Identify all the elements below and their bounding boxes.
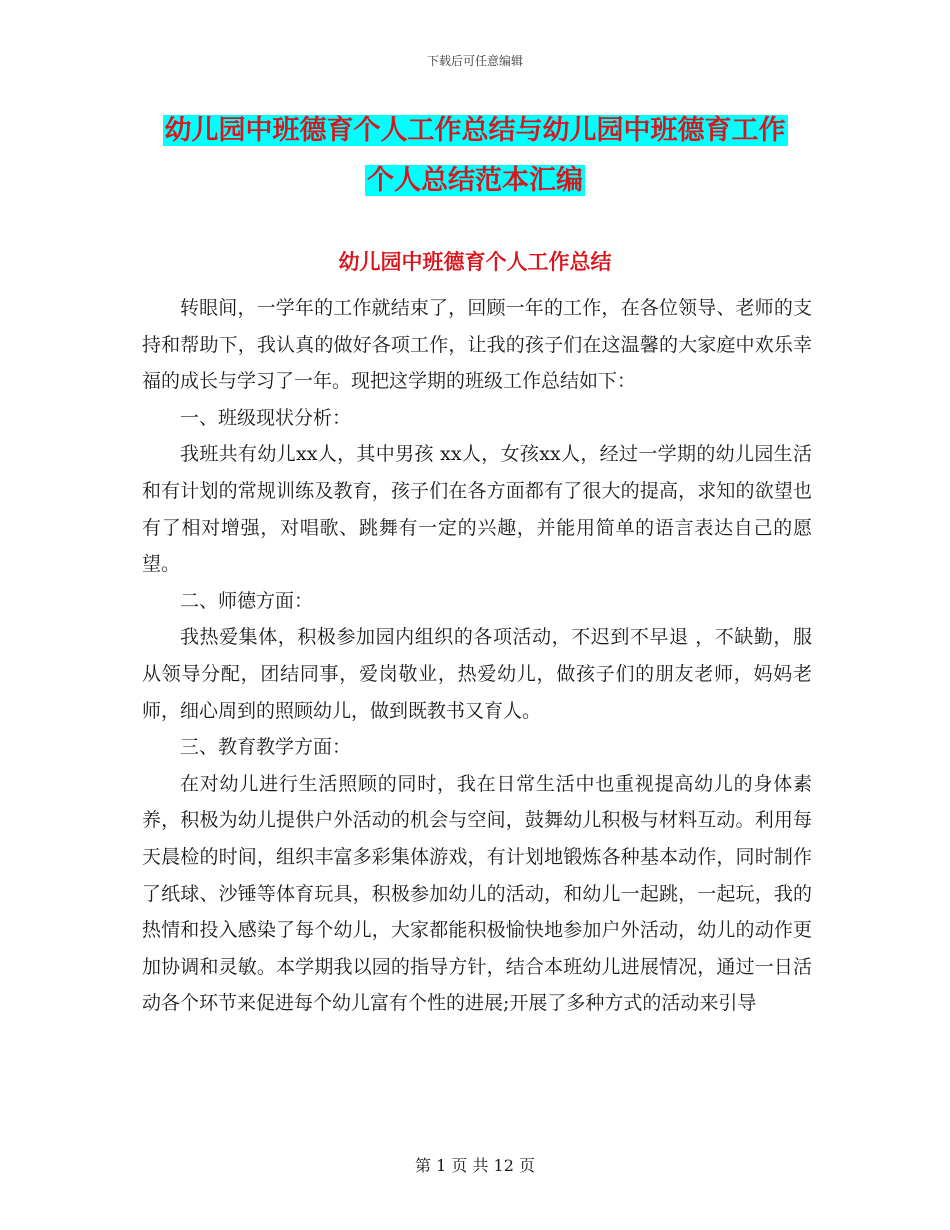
paragraph-teaching: 在对幼儿进行生活照顾的同时，我在日常生活中也重视提高幼儿的身体素养，积极为幼儿提供户外活动的机会与空间，鼓舞幼儿积极与材料互动。利用每天晨检的时间，组织丰富多彩集体游戏，有计划地锻炼各种基本动作，同时制作了纸球、沙锤等体育玩具，积极参加幼儿的活动，和幼儿一起跳，一起玩，我的热情和投入感染了每个幼儿，大家都能积极愉快地参加户外活动，幼儿的动作更加协调和灵敏。本学期我以园的指导方针，结合本班幼儿进展情况，通过一日活动各个环节来促进每个幼儿富有个性的进展;开展了多种方式的活动来引导 xyxy=(142,772,812,1015)
page-number: 第 1 页 共 12 页 xyxy=(415,1156,535,1175)
paragraph-class-analysis: 我班共有幼儿xx人，其中男孩 xx人，女孩xx人，经过一学期的幼儿园生活和有计划的常规训练及教育，孩子们在各方面都有了很大的提高，求知的欲望也有了相对增强，对唱歌、跳舞有一定的兴趣，并能用简单的语言表达自己的愿望。 xyxy=(142,443,812,576)
heading-class-analysis: 一、班级现状分析： xyxy=(180,406,352,429)
heading-teaching: 三、教育教学方面： xyxy=(180,736,352,759)
document-body xyxy=(142,290,812,1022)
heading-teacher-ethics: 二、师德方面： xyxy=(180,589,314,612)
document-title xyxy=(0,106,950,206)
paragraph-intro: 转眼间，一学年的工作就结束了，回顾一年的工作，在各位领导、老师的支持和帮助下，我认真的做好各项工作，让我的孩子们在这温馨的大家庭中欢乐幸福的成长与学习了一年。现把这学期的班级工作总结如下： xyxy=(142,297,812,393)
section-title: 幼儿园中班德育个人工作总结 xyxy=(338,250,612,274)
title-line-2: 个人总结范本汇编 xyxy=(367,165,583,196)
title-line-1: 幼儿园中班德育个人工作总结与幼儿园中班德育工作 xyxy=(164,115,786,146)
header-note: 下载后可任意编辑 xyxy=(426,54,523,68)
paragraph-teacher-ethics: 我热爱集体，积极参加园内组织的各项活动，不迟到不早退 ，不缺勤，服从领导分配，团结同事，爱岗敬业，热爱幼儿，做孩子们的朋友老师，妈妈老师，细心周到的照顾幼儿，做到既教书又育人。 xyxy=(142,626,812,722)
